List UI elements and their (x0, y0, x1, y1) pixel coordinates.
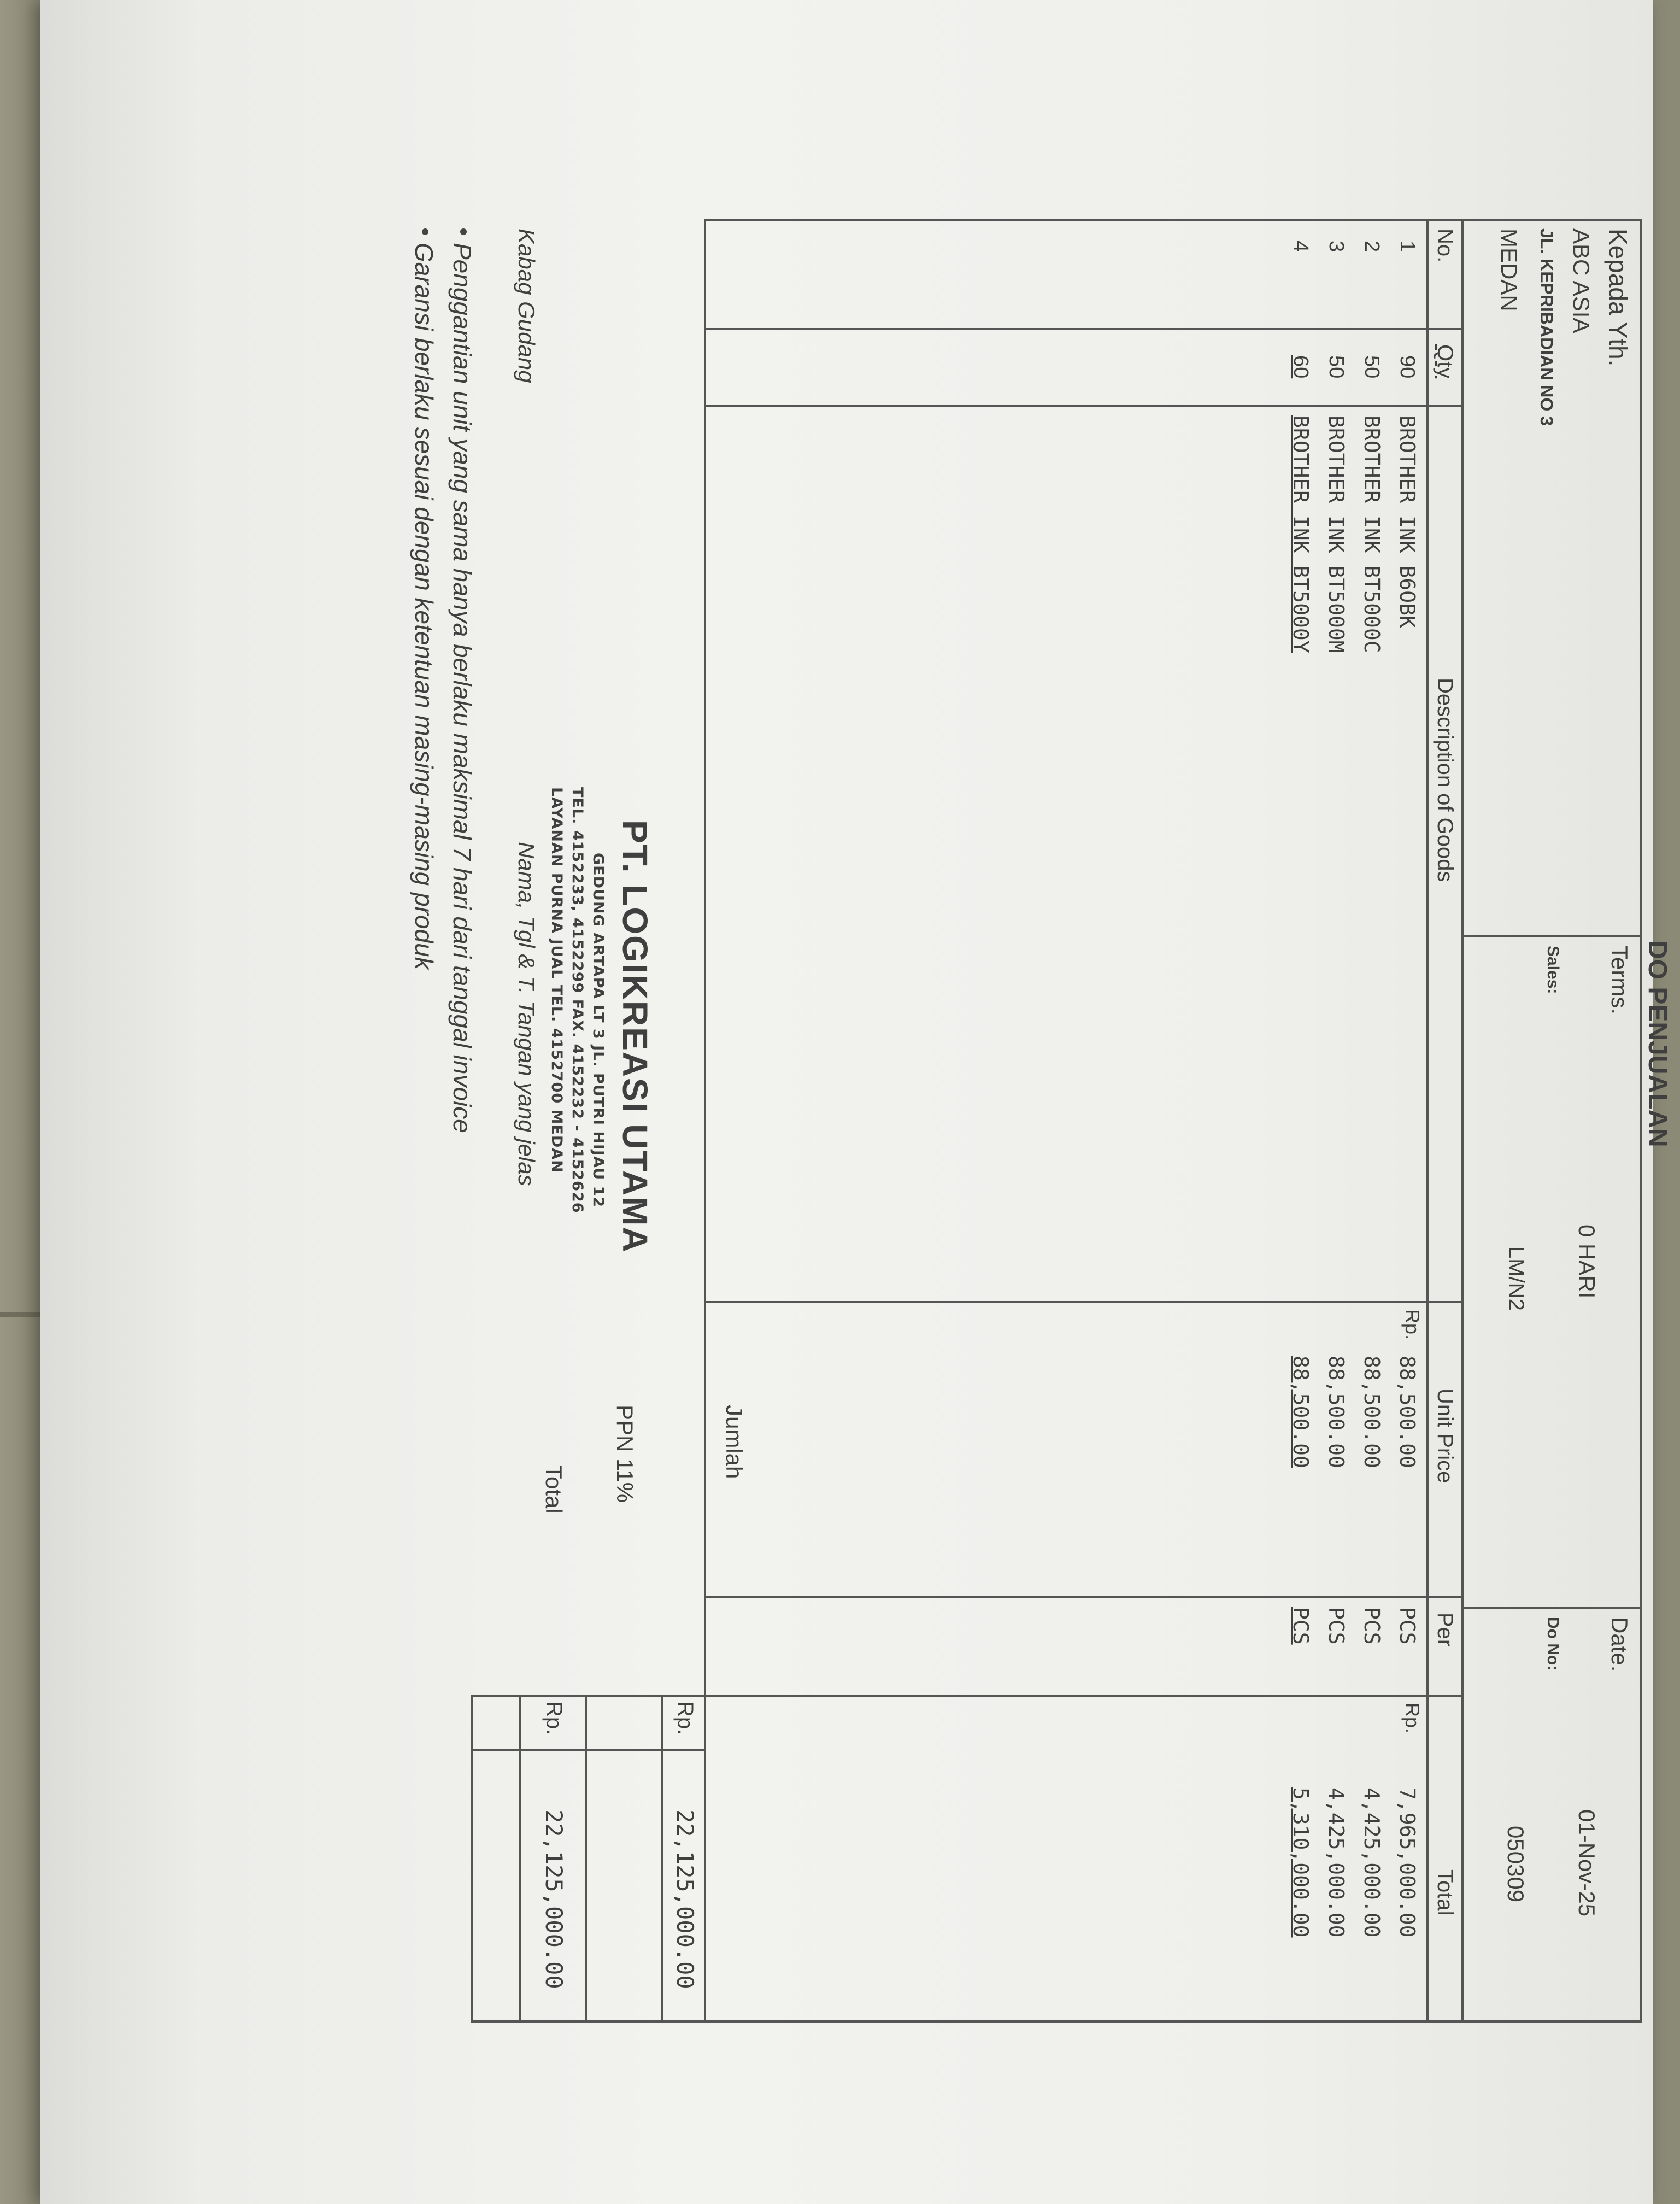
row-total: 4,425,000.00 (1324, 1787, 1348, 1938)
row-total: 5,310,000.00 (1289, 1787, 1313, 1938)
do-number-value: 050309 (1503, 1826, 1529, 1903)
row-description: BROTHER INK BT5000C (1360, 415, 1384, 653)
col-line-per (704, 1695, 1464, 1697)
note-warranty-text: Garansi berlaku sesuai dengan ketentuan masing-masing produk (410, 243, 438, 970)
col-line-no (704, 328, 1464, 330)
subtotal-label: Jumlah (721, 1405, 747, 1479)
subtotal-currency: Rp. (673, 1701, 697, 1736)
row-per: PCS (1360, 1607, 1384, 1645)
header-box (1461, 219, 1642, 2023)
recipient-address: JL. KEPRIBADIAN NO 3 (1537, 228, 1556, 426)
row-no: 2 (1360, 241, 1383, 253)
items-header-line (1426, 219, 1429, 2023)
header-unit-price: Unit Price (1433, 1388, 1457, 1484)
company-address-line: GEDUNG ARTAPA LT 3 JL. PUTRI HIJAU 12 (590, 853, 607, 1208)
row-qty: 50 (1325, 355, 1348, 379)
row-description: BROTHER INK BT5000Y (1289, 415, 1313, 653)
row-qty: 50 (1360, 355, 1383, 379)
totals-currency-divider (471, 1749, 706, 1751)
row-no: 1 (1396, 241, 1419, 253)
terms-label: Terms. (1607, 946, 1632, 1015)
header-total: Total (1433, 1869, 1457, 1916)
col-line-price (704, 1596, 1464, 1598)
note-replacement-text: Penggantian unit yang sama hanya berlaku maksimal 7 hari dari tanggal invoice (448, 243, 477, 1133)
paper-sheet (40, 0, 1672, 2204)
note-warranty (412, 228, 437, 970)
row-per: PCS (1289, 1607, 1313, 1645)
row-per: PCS (1324, 1607, 1348, 1645)
totals-box (471, 1695, 706, 2023)
company-service-line: LAYANAN PURNA JUAL TEL. 4152700 MEDAN (548, 787, 565, 1173)
row-qty: 60 (1289, 355, 1312, 379)
totals-line-1 (661, 1695, 663, 2023)
warehouse-head-label: Kabag Gudang (514, 228, 539, 383)
delivery-order-document (204, 131, 1680, 2099)
date-label: Date. (1607, 1617, 1632, 1672)
note-replacement (450, 228, 475, 1133)
row-qty: 90 (1396, 355, 1419, 379)
total-currency: Rp. (542, 1701, 566, 1736)
row-description: BROTHER INK BT5000M (1324, 415, 1348, 653)
header-qty: Qty (1433, 344, 1457, 379)
subtotal-value: 22,125,000.00 (672, 1809, 698, 1989)
row-description: BROTHER INK B6OBK (1395, 415, 1419, 628)
header-description: Description of Goods (1433, 678, 1457, 882)
totals-line-3 (519, 1695, 521, 2023)
row-no: 4 (1289, 241, 1312, 253)
total-label: Total (541, 1465, 567, 1514)
header-no: No. (1433, 228, 1457, 263)
date-value: 01-Nov-25 (1574, 1809, 1600, 1917)
header-per: Per (1433, 1613, 1457, 1647)
totals-line-2 (585, 1695, 587, 2023)
row-unit-price: 88,500.00 (1289, 1356, 1313, 1468)
sales-label: Sales: (1544, 946, 1562, 994)
row-unit-price: 88,500.00 (1360, 1356, 1384, 1468)
company-phone-line: TEL. 4152233, 4152299 FAX. 4152232 - 4152626 (569, 787, 586, 1214)
row-per: PCS (1395, 1607, 1419, 1645)
row-no: 3 (1325, 241, 1348, 253)
bullet-icon (460, 228, 467, 235)
row-unit-price: 88,500.00 (1395, 1356, 1419, 1468)
tax-label: PPN 11% (612, 1405, 638, 1503)
document-title: DO PENJUALAN (1643, 940, 1672, 1147)
do-number-label: Do No: (1544, 1617, 1562, 1671)
signature-instruction: Nama, Tgl & T. Tangan yang jelas (514, 842, 539, 1186)
recipient-label: Kepada Yth. (1604, 228, 1632, 367)
company-name: PT. LOGIKREASI UTAMA (615, 820, 655, 1253)
row-total: 7,965,000.00 (1395, 1787, 1419, 1938)
header-total-currency: Rp. (1401, 1703, 1424, 1734)
row-unit-price: 88,500.00 (1324, 1356, 1348, 1468)
row-total: 4,425,000.00 (1360, 1787, 1384, 1938)
col-line-desc (704, 1301, 1464, 1303)
recipient-company: ABC ASIA (1569, 228, 1594, 333)
sales-value: LM/N2 (1504, 1246, 1528, 1311)
col-line-qty (704, 405, 1464, 407)
recipient-city: MEDAN (1496, 228, 1522, 312)
header-divider-2 (1461, 1607, 1642, 1609)
header-divider-1 (1461, 935, 1642, 937)
header-unit-price-currency: Rp. (1401, 1309, 1424, 1340)
bullet-icon (422, 228, 428, 235)
total-value: 22,125,000.00 (541, 1809, 567, 1989)
terms-value: 0 HARI (1574, 1224, 1600, 1299)
items-table (704, 219, 1464, 2023)
